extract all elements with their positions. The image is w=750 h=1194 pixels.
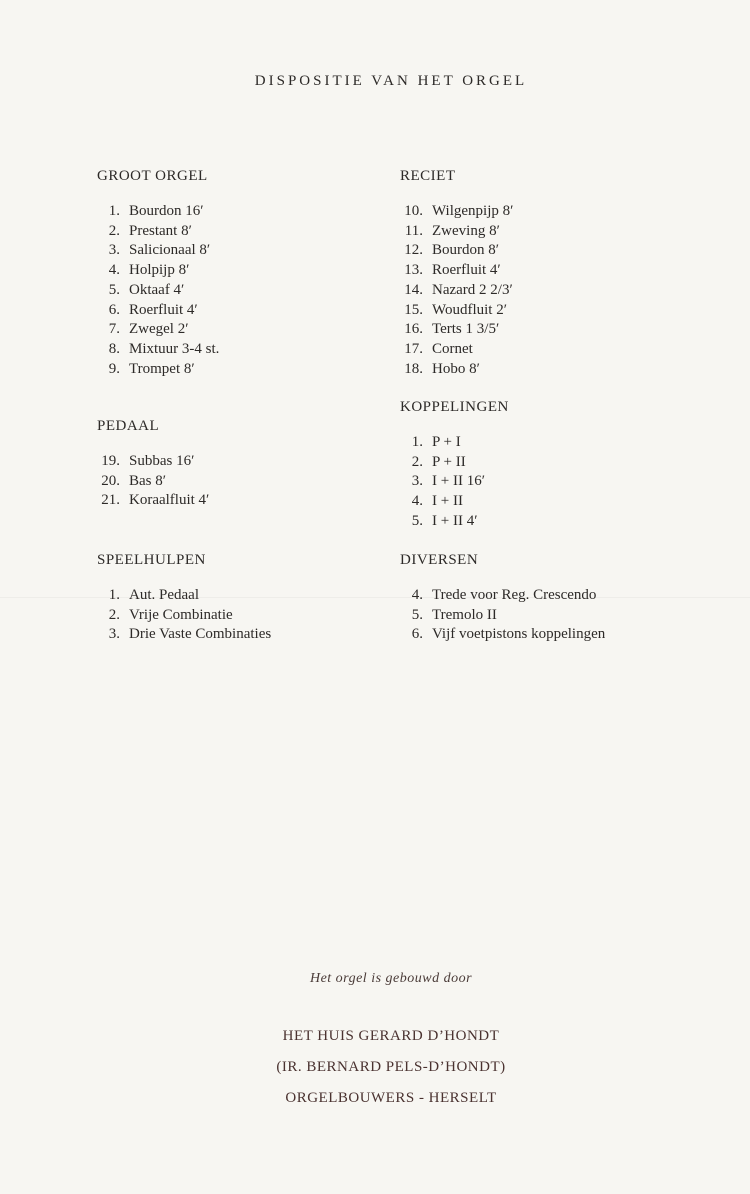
list-item	[400, 222, 513, 242]
item-number: 4.	[108, 262, 120, 279]
stop-list-diversen	[400, 586, 605, 645]
item-number: 6.	[411, 626, 423, 643]
item-text: Vijf voetpistons koppelingen	[432, 626, 606, 643]
item-number: 19.	[101, 453, 120, 469]
list-item	[400, 202, 513, 222]
list-item	[97, 281, 219, 301]
list-item	[97, 261, 219, 281]
item-text: Cornet	[432, 340, 473, 357]
list-item	[400, 512, 509, 532]
item-number: 7.	[108, 321, 120, 338]
section-heading-speelhulpen: SPEELHULPEN	[97, 552, 206, 568]
section-heading-groot-orgel: GROOT ORGEL	[97, 168, 208, 184]
builder-intro: Het orgel is gebouwd door	[309, 971, 473, 986]
list-item	[400, 301, 513, 321]
list-item	[97, 202, 219, 222]
item-text: Drie Vaste Combinaties	[129, 626, 272, 643]
item-text: Hobo 8′	[432, 360, 480, 377]
item-text: Roerfluit 4′	[432, 262, 501, 279]
item-number: 2.	[108, 222, 120, 239]
item-text: Prestant 8′	[129, 222, 192, 239]
item-text: Trede voor Reg. Crescendo	[432, 587, 597, 603]
list-item	[400, 472, 509, 492]
item-number: 14.	[404, 281, 423, 298]
list-item	[97, 472, 209, 492]
item-number: 8.	[108, 340, 120, 357]
stop-list-reciet	[400, 202, 513, 379]
list-item	[97, 320, 219, 340]
section-pedaal	[97, 416, 209, 511]
item-number: 3.	[411, 473, 423, 490]
list-item	[97, 301, 219, 321]
item-text: I + II 4′	[432, 512, 478, 529]
item-text: P + II	[432, 453, 466, 470]
list-item	[400, 281, 513, 301]
item-number: 18.	[404, 360, 423, 377]
item-number: 21.	[101, 492, 120, 509]
list-item	[400, 492, 509, 512]
stop-list-groot-orgel	[97, 202, 219, 379]
item-text: Koraalfluit 4′	[129, 492, 210, 509]
item-text: Trompet 8′	[129, 360, 195, 377]
item-text: Salicionaal 8′	[129, 242, 211, 259]
builder-owner: (IR. BERNARD PELS-D’HONDT)	[276, 1059, 506, 1075]
item-text: Wilgenpijp 8′	[432, 203, 514, 219]
item-text: Oktaaf 4′	[129, 281, 185, 298]
list-item	[400, 433, 509, 453]
stop-list-koppelingen	[400, 433, 509, 532]
item-text: Subbas 16′	[129, 453, 195, 469]
list-item	[97, 586, 271, 606]
section-diversen	[400, 550, 605, 645]
section-heading-reciet: RECIET	[400, 168, 456, 184]
item-number: 1.	[108, 203, 120, 219]
item-text: Mixtuur 3-4 st.	[129, 340, 220, 357]
list-item	[400, 320, 513, 340]
section-heading-diversen: DIVERSEN	[400, 552, 479, 568]
item-number: 17.	[404, 340, 423, 357]
item-number: 9.	[108, 360, 120, 377]
item-text: Woudfluit 2′	[432, 301, 507, 318]
item-number: 13.	[404, 262, 423, 279]
item-text: Roerfluit 4′	[129, 301, 198, 318]
item-number: 12.	[404, 242, 423, 259]
item-text: Zwegel 2′	[129, 321, 189, 338]
item-number: 20.	[101, 472, 120, 489]
section-heading-koppelingen: KOPPELINGEN	[400, 399, 509, 415]
list-item	[97, 625, 271, 645]
list-item	[400, 241, 513, 261]
list-item	[400, 586, 605, 606]
stop-list-pedaal	[97, 452, 209, 511]
section-reciet	[400, 166, 513, 379]
list-item	[97, 491, 209, 511]
list-item	[97, 340, 219, 360]
item-number: 16.	[404, 321, 423, 338]
item-number: 11.	[404, 222, 423, 239]
item-number: 3.	[108, 242, 120, 259]
list-item	[400, 261, 513, 281]
section-speelhulpen	[97, 550, 271, 645]
item-text: Nazard 2 2/3′	[432, 281, 513, 298]
list-item	[97, 606, 271, 626]
item-text: Tremolo II	[432, 606, 497, 623]
item-text: Bourdon 16′	[129, 203, 204, 219]
stop-list-speelhulpen	[97, 586, 271, 645]
section-koppelingen	[400, 397, 509, 532]
section-groot-orgel	[97, 166, 219, 379]
item-number: 5.	[411, 606, 423, 623]
item-number: 1.	[108, 587, 120, 603]
item-text: Bourdon 8′	[432, 242, 500, 259]
item-number: 3.	[108, 626, 120, 643]
list-item	[97, 241, 219, 261]
item-text: I + II 16′	[432, 473, 485, 490]
page-title: DISPOSITIE VAN HET ORGEL	[254, 73, 528, 89]
item-number: 10.	[404, 203, 423, 219]
item-text: Vrije Combinatie	[129, 606, 233, 623]
builder-location: ORGELBOUWERS - HERSELT	[285, 1090, 497, 1106]
list-item	[97, 360, 219, 380]
item-number: 2.	[411, 453, 423, 470]
item-number: 2.	[108, 606, 120, 623]
item-number: 5.	[411, 512, 423, 529]
builder-name: HET HUIS GERARD D’HONDT	[282, 1028, 500, 1044]
list-item	[97, 452, 209, 472]
list-item	[400, 340, 513, 360]
item-text: I + II	[432, 493, 463, 510]
item-number: 4.	[411, 493, 423, 510]
item-number: 6.	[108, 301, 120, 318]
item-number: 5.	[108, 281, 120, 298]
list-item	[400, 625, 605, 645]
item-text: Terts 1 3/5′	[432, 321, 500, 338]
item-text: P + I	[432, 434, 461, 450]
item-number: 4.	[411, 587, 423, 603]
item-text: Bas 8′	[129, 472, 167, 489]
item-number: 15.	[404, 301, 423, 318]
item-text: Zweving 8′	[432, 222, 500, 239]
item-text: Holpijp 8′	[129, 262, 190, 279]
section-heading-pedaal: PEDAAL	[97, 418, 160, 434]
item-text: Aut. Pedaal	[129, 587, 199, 603]
list-item	[97, 222, 219, 242]
list-item	[400, 606, 605, 626]
list-item	[400, 360, 513, 380]
item-number: 1.	[411, 434, 423, 450]
list-item	[400, 453, 509, 473]
